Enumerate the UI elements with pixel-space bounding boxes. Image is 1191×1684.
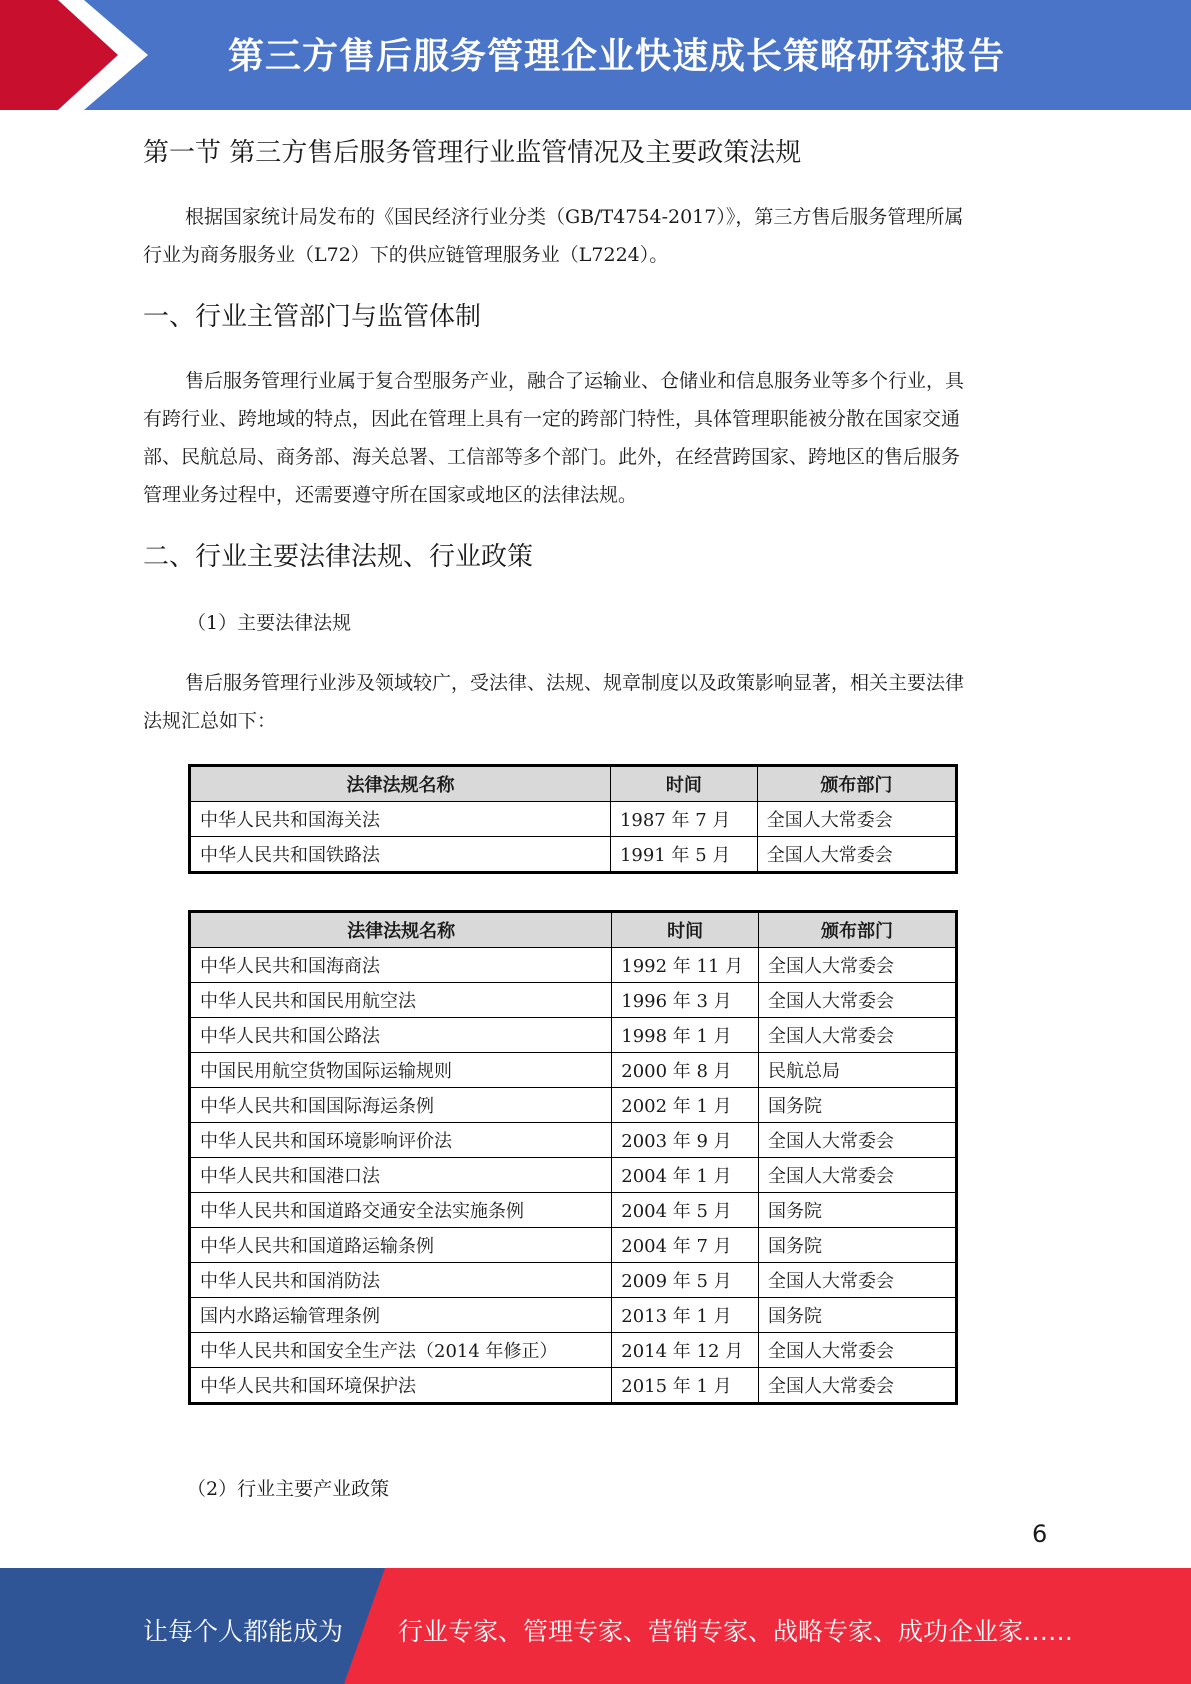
law-dept-cell: 全国人大常委会 — [759, 1018, 957, 1053]
table-row — [190, 1053, 957, 1088]
law-time-cell: 1987 年 7 月 — [610, 802, 757, 837]
law-time-cell: 2000 年 8 月 — [612, 1053, 759, 1088]
table-row — [190, 1228, 957, 1263]
regulatory-line-3: 部、民航总局、商务部、海关总署、工信部等多个部门。此外，在经营跨国家、跨地区的售后服务 — [143, 446, 961, 468]
regulatory-line-2: 有跨行业、跨地域的特点，因此在管理上具有一定的跨部门特性，具体管理职能被分散在国家交通 — [143, 408, 961, 430]
heading-laws-policies: 二、行业主要法律法规、行业政策 — [143, 542, 534, 572]
header-time: 时间 — [612, 912, 759, 948]
law-time-cell: 2004 年 1 月 — [612, 1158, 759, 1193]
law-time-cell: 2009 年 5 月 — [612, 1263, 759, 1298]
law-name-cell: 中华人民共和国公路法 — [190, 1018, 612, 1053]
table-row — [190, 983, 957, 1018]
law-name-cell: 中华人民共和国安全生产法（2014 年修正） — [190, 1333, 612, 1368]
page-number: 6 — [1032, 1520, 1048, 1548]
table-row — [190, 1368, 957, 1404]
regulatory-line-4: 管理业务过程中，还需要遵守所在国家或地区的法律法规。 — [143, 484, 638, 506]
law-name-cell: 中华人民共和国海商法 — [190, 948, 612, 983]
law-dept-cell: 国务院 — [759, 1228, 957, 1263]
law-time-cell: 2014 年 12 月 — [612, 1333, 759, 1368]
table-row — [190, 1333, 957, 1368]
intro-line-1: 根据国家统计局发布的《国民经济行业分类（GB/T4754-2017）》，第三方售后服务管理所属 — [185, 206, 964, 228]
regulatory-paragraph — [143, 362, 1046, 514]
law-name-cell: 中华人民共和国消防法 — [190, 1263, 612, 1298]
subheading-industry-policy: （2）行业主要产业政策 — [187, 1478, 390, 1500]
law-time-cell: 2003 年 9 月 — [612, 1123, 759, 1158]
table-row — [190, 1263, 957, 1298]
law-time-cell: 1992 年 11 月 — [612, 948, 759, 983]
subheading-main-laws: （1）主要法律法规 — [187, 612, 352, 634]
table-row — [190, 1158, 957, 1193]
table-row — [190, 1298, 957, 1333]
law-time-cell: 2004 年 5 月 — [612, 1193, 759, 1228]
law-dept-cell: 民航总局 — [759, 1053, 957, 1088]
law-name-cell: 中华人民共和国铁路法 — [190, 837, 611, 873]
law-time-cell: 1991 年 5 月 — [610, 837, 757, 873]
header-department: 颁布部门 — [757, 766, 956, 802]
law-name-cell: 中华人民共和国海关法 — [190, 802, 611, 837]
header-department: 颁布部门 — [759, 912, 957, 948]
law-name-cell: 中华人民共和国道路运输条例 — [190, 1228, 612, 1263]
section-title: 第一节 第三方售后服务管理行业监管情况及主要政策法规 — [143, 138, 802, 168]
law-time-cell: 2013 年 1 月 — [612, 1298, 759, 1333]
law-dept-cell: 国务院 — [759, 1193, 957, 1228]
header-law-name: 法律法规名称 — [190, 766, 611, 802]
table-row — [190, 802, 957, 837]
footer-slogan-right: 行业专家、管理专家、营销专家、战略专家、成功企业家…… — [398, 1617, 1074, 1646]
law-time-cell: 1996 年 3 月 — [612, 983, 759, 1018]
table-row — [190, 1018, 957, 1053]
table-header-row — [190, 912, 957, 948]
report-title: 第三方售后服务管理企业快速成长策略研究报告 — [228, 36, 1006, 77]
law-dept-cell: 全国人大常委会 — [759, 1333, 957, 1368]
table-row — [190, 948, 957, 983]
laws-intro-line-2: 法规汇总如下： — [143, 710, 277, 732]
footer-banner — [0, 1568, 1191, 1684]
law-dept-cell: 全国人大常委会 — [759, 1368, 957, 1404]
table-row — [190, 1193, 957, 1228]
laws-table-1 — [188, 764, 958, 874]
laws-intro-line-1: 售后服务管理行业涉及领域较广，受法律、法规、规章制度以及政策影响显著，相关主要法律 — [185, 672, 965, 694]
table-row — [190, 1088, 957, 1123]
law-name-cell: 中华人民共和国环境保护法 — [190, 1368, 612, 1404]
law-time-cell: 2015 年 1 月 — [612, 1368, 759, 1404]
law-name-cell: 中华人民共和国国际海运条例 — [190, 1088, 612, 1123]
law-name-cell: 国内水路运输管理条例 — [190, 1298, 612, 1333]
law-dept-cell: 全国人大常委会 — [759, 983, 957, 1018]
table-header-row — [190, 766, 957, 802]
heading-regulatory-system: 一、行业主管部门与监管体制 — [143, 302, 482, 332]
laws-intro-paragraph — [143, 664, 1046, 740]
law-time-cell: 2002 年 1 月 — [612, 1088, 759, 1123]
law-time-cell: 1998 年 1 月 — [612, 1018, 759, 1053]
law-name-cell: 中国民用航空货物国际运输规则 — [190, 1053, 612, 1088]
law-dept-cell: 全国人大常委会 — [759, 1263, 957, 1298]
law-dept-cell: 全国人大常委会 — [759, 1158, 957, 1193]
law-dept-cell: 全国人大常委会 — [757, 837, 956, 873]
law-dept-cell: 全国人大常委会 — [759, 948, 957, 983]
law-name-cell: 中华人民共和国港口法 — [190, 1158, 612, 1193]
header-law-name: 法律法规名称 — [190, 912, 612, 948]
law-dept-cell: 国务院 — [759, 1298, 957, 1333]
intro-paragraph — [143, 198, 1046, 274]
law-time-cell: 2004 年 7 月 — [612, 1228, 759, 1263]
law-name-cell: 中华人民共和国环境影响评价法 — [190, 1123, 612, 1158]
law-dept-cell: 国务院 — [759, 1088, 957, 1123]
law-name-cell: 中华人民共和国道路交通安全法实施条例 — [190, 1193, 612, 1228]
law-dept-cell: 全国人大常委会 — [759, 1123, 957, 1158]
regulatory-line-1: 售后服务管理行业属于复合型服务产业，融合了运输业、仓储业和信息服务业等多个行业，具 — [185, 370, 965, 392]
header-time: 时间 — [610, 766, 757, 802]
law-name-cell: 中华人民共和国民用航空法 — [190, 983, 612, 1018]
laws-table-2 — [188, 910, 958, 1405]
footer-slogan-left: 让每个人都能成为 — [143, 1617, 344, 1646]
table-row — [190, 837, 957, 873]
header-banner — [0, 0, 1191, 110]
table-row — [190, 1123, 957, 1158]
law-dept-cell: 全国人大常委会 — [757, 802, 956, 837]
intro-line-2: 行业为商务服务业（L72）下的供应链管理服务业（L7224）。 — [143, 244, 669, 266]
